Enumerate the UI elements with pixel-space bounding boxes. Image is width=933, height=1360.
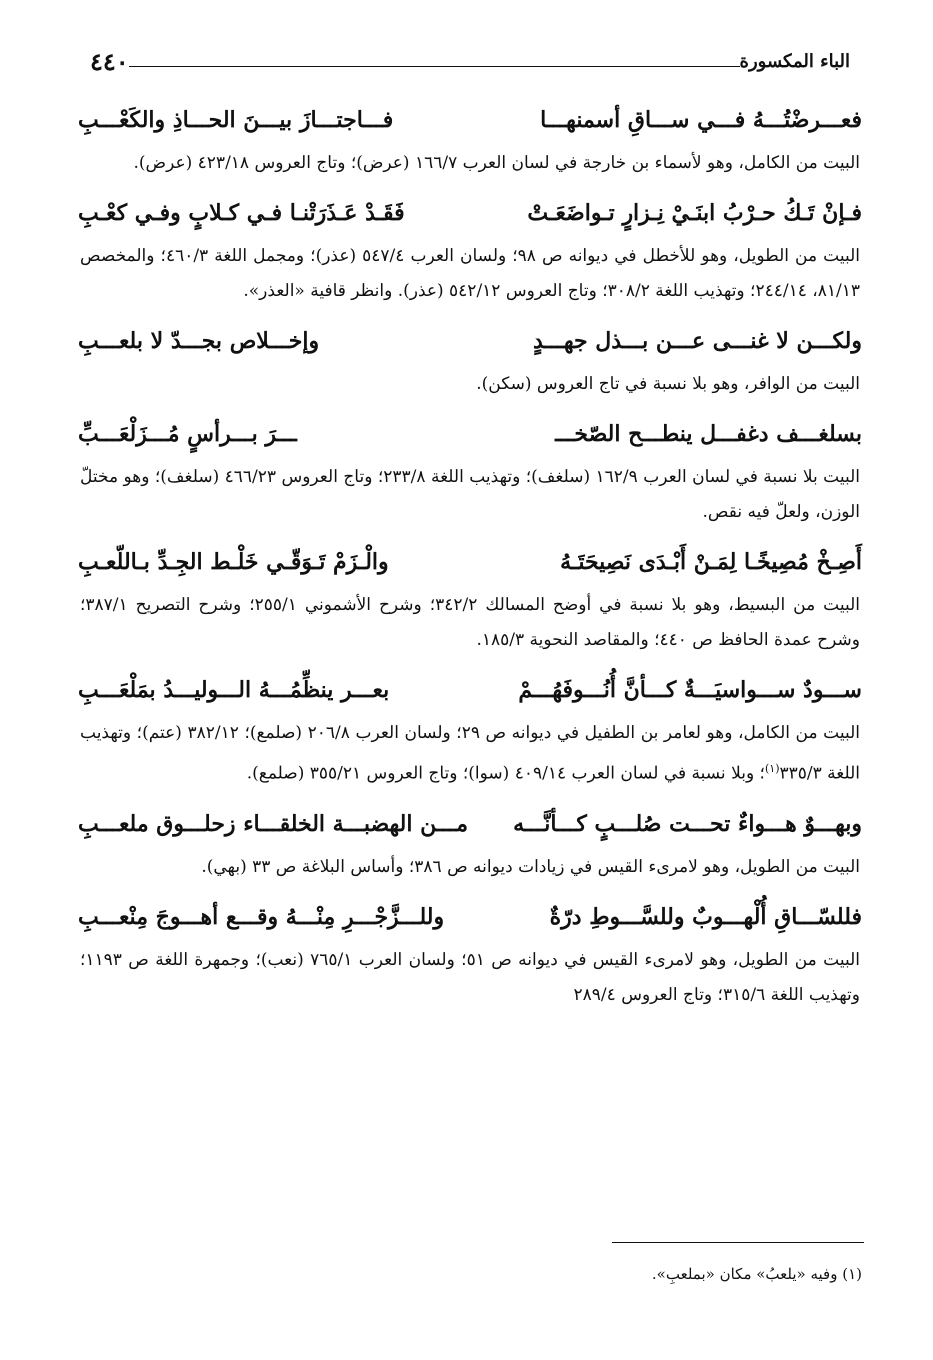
verse	[78, 408, 862, 460]
verse-first-hemistich: فـإنْ تَـكُ حـرْبُ ابنَـيْ نِـزارٍ تـواضَعَـتْ	[527, 200, 862, 226]
verse	[78, 891, 862, 943]
verse-first-hemistich: فللسّـــاقِ أُلْهـــوبٌ وللسَّـــوطِ درّةٌ	[549, 903, 862, 930]
verse	[78, 798, 862, 850]
footnote: (١) وفيه «يلعبُ» مكان «بملعبِ».	[651, 1265, 862, 1283]
verse-first-hemistich: فعـــرضْتُـــهُ فـــي ســـاقِ أسمنهـــا	[540, 107, 862, 133]
verse-first-hemistich: وبهـــوٌ هـــواءٌ تحـــت صُلـــبٍ كـــأنَّـــه	[513, 810, 862, 837]
entries	[78, 94, 862, 1019]
verse-first-hemistich: بسلغـــف دغفـــل ينطـــح الصّخـــ	[555, 421, 862, 447]
verse-first-hemistich: ولكـــن لا غنـــى عـــن بـــذل جهـــدٍ	[532, 328, 862, 354]
verse-note: البيت بلا نسبة في لسان العرب ١٦٢/٩ (سلغف)؛ وتهذيب اللغة ٢٣٣/٨؛ وتاج العروس ٤٦٦/٢٣ (سلغف)؛ وهو مختلّ الوزن، ولعلّ فيه نقص.	[80, 467, 860, 522]
entry-8	[78, 891, 862, 1013]
verse-first-hemistich: أَصِـخْ مُصِيخًـا لِمَـنْ أَبْـدَى نَصِيحَتَـهُ	[560, 549, 862, 575]
verse-note: البيت من الكامل، وهو لأسماء بن خارجة في لسان العرب ١٦٦/٧ (عرض)؛ وتاج العروس ٤٢٣/١٨ (عرض).	[133, 153, 860, 173]
chapter-title: الباء المكسورة	[739, 50, 850, 72]
verse-second-hemistich: مـــن الهضبـــة الخلقـــاء زحلـــوق ملعـــبِ	[78, 810, 469, 837]
verse-note: البيت من الطويل، وهو لامرىء القيس في زيادات ديوانه ص ٣٨٦؛ وأساس البلاغة ص ٣٣ (بهي).	[201, 856, 860, 877]
entry-6	[78, 664, 862, 792]
verse	[78, 315, 862, 367]
footnote-rule	[612, 1242, 864, 1243]
entry-3	[78, 315, 862, 402]
verse-first-hemistich: ســـودٌ ســـواسيَـــةٌ كـــأنَّ أُنُـــوفَهُـــمْ	[518, 677, 862, 703]
verse-note: البيت من الوافر، وهو بلا نسبة في تاج العروس (سكن).	[476, 374, 860, 394]
verse	[78, 664, 862, 716]
verse-note: البيت من الطويل، وهو لامرىء القيس في ديوانه ص ٥١؛ ولسان العرب ٧٦٥/١ (نعب)؛ وجمهرة اللغة ص ١١٩٣؛ وتهذيب اللغة ٣١٥/٦؛ وتاج العروس ٢٨٩/٤	[80, 949, 860, 1005]
verse-second-hemistich: والْـزَمْ تَـوَقّـي خَلْـط الجِـدِّ بـاللّعـبِ	[78, 549, 389, 575]
header-rule	[129, 66, 740, 67]
page-header	[78, 44, 862, 78]
verse-second-hemistich: وإخـــلاص بجـــدّ لا بلعـــبِ	[78, 328, 320, 354]
note-text: ؛ وبلا نسبة في لسان العرب ٤٠٩/١٤ (سوا)؛ وتاج العروس ٣٥٥/٢١ (صلمع).	[246, 763, 765, 784]
verse-note	[78, 716, 862, 792]
entry-2	[78, 187, 862, 309]
footnote-ref: (١)	[764, 762, 780, 775]
verse-note: البيت من الطويل، وهو للأخطل في ديوانه ص ٩٨؛ ولسان العرب ٥٤٧/٤ (عذر)؛ ومجمل اللغة ٤٦٠/٣؛ والمخصص ٨١/١٣، ٢٤٤/١٤؛ وتهذيب اللغة ٣٠٨/٢؛ وتاج العروس ٥٤٢/١٢ (عذر). وانظر قافية «العذر».	[80, 246, 861, 301]
entry-5	[78, 536, 862, 658]
page-number: ٤٤٠	[90, 46, 129, 76]
verse-second-hemistich: فَقَـدْ عَـذَرَتْنـا فـي كـلابٍ وفـي كعْـبِ	[78, 200, 405, 226]
verse-note: البيت من البسيط، وهو بلا نسبة في أوضح المسالك ٣٤٢/٢؛ وشرح الأشموني ٢٥٥/١؛ وشرح التصريح ٣٨٧/١؛ وشرح عمدة الحافظ ص ٤٤٠؛ والمقاصد النحوية ١٨٥/٣.	[80, 595, 860, 650]
verse	[78, 536, 862, 588]
entry-1	[78, 94, 862, 181]
verse-second-hemistich: فـــاجتـــازَ بيـــنَ الحـــاذِ والكَعْـــبِ	[78, 107, 394, 133]
verse	[78, 187, 862, 239]
note-text: البيت من الكامل، وهو لعامر بن الطفيل في ديوانه ص ٢٩؛ ولسان العرب ٢٠٦/٨ (صلمع)؛ ٣٨٢/١٢ (عتم)؛ وتهذيب اللغة ٣٣٥/٣	[80, 723, 860, 784]
entry-7	[78, 798, 862, 885]
verse-second-hemistich: وللـــزَّجْـــرِ مِنْـــهُ وقـــع أهـــوجَ مِنْعـــبِ	[78, 903, 445, 930]
verse	[78, 94, 862, 146]
entry-4	[78, 408, 862, 530]
verse-second-hemistich: بعـــر ينظِّمُـــهُ الـــوليـــدُ بمَلْعَـــبِ	[78, 677, 390, 703]
verse-second-hemistich: ـــرَ بـــرأسٍ مُـــزَلْعَـــبِّ	[78, 421, 297, 447]
